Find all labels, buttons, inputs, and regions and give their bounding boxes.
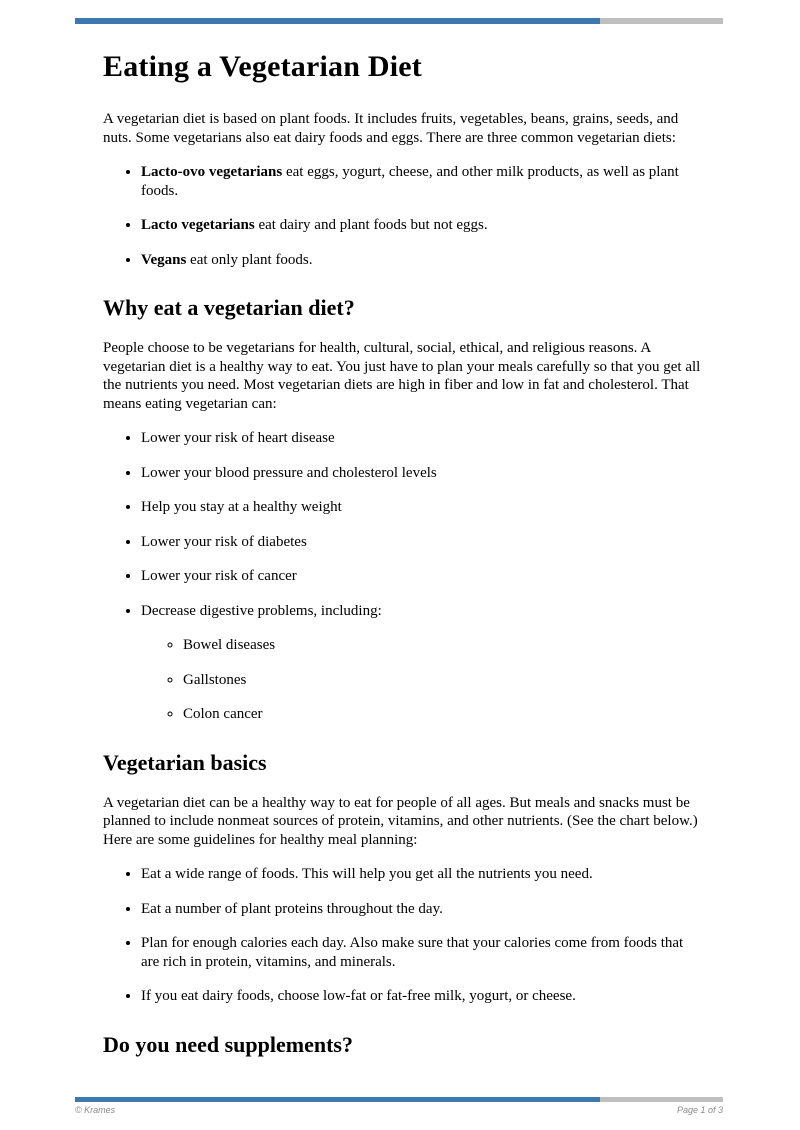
intro-paragraph: A vegetarian diet is based on plant foods. It includes fruits, vegetables, beans, grains, seeds, and nuts. Some vegetarians also eat dairy foods and eggs. There are three common vegetarian diets:	[103, 111, 679, 146]
basics-paragraph: A vegetarian diet can be a healthy way to eat for people of all ages. But meals and snacks must be planned to include nonmeat sources of protein, vitamins, and other nutrients. (See the chart below.) Here are some guidelines for healthy meal planning:	[103, 794, 698, 848]
section-heading-why: Why eat a vegetarian diet?	[103, 295, 355, 320]
digestive-sub-item: ◦ Bowel diseases	[183, 636, 705, 655]
list-item-vegan	[141, 251, 705, 270]
section-heading-supplements: Do you need supplements?	[103, 1031, 353, 1057]
diet-description: eat eggs, yogurt, cheese, and other milk products, as well as plant foods.	[141, 164, 679, 199]
guideline-item: • Plan for enough calories each day. Also make sure that your calories come from foods that are rich in protein, vitamins, and minerals.	[141, 934, 705, 971]
diet-description: eat dairy and plant foods but not eggs.	[254, 217, 488, 233]
page-footer	[75, 1105, 723, 1116]
guideline-item: • Eat a wide range of foods. This will help you get all the nutrients you need.	[141, 865, 705, 884]
list-item-lacto	[141, 216, 705, 235]
benefits-list	[103, 429, 705, 724]
page-title: Eating a Vegetarian Diet	[103, 50, 422, 83]
footer-page-number: Page 1 of 3	[676, 1105, 723, 1115]
guideline-item: • Eat a number of plant proteins throughout the day.	[141, 900, 705, 919]
diet-description: eat only plant foods.	[186, 251, 313, 268]
diet-term: Lacto-ovo vegetarians	[141, 164, 283, 180]
footer-accent-bar-gray-segment	[600, 1097, 723, 1102]
footer-copyright: © Krames	[75, 1105, 116, 1115]
digestive-sub-item: ◦ Gallstones	[183, 671, 705, 690]
guidelines-list	[103, 865, 705, 1006]
benefit-item: • Help you stay at a healthy weight	[141, 498, 705, 517]
benefit-item: • Lower your blood pressure and cholesterol levels	[141, 464, 705, 483]
list-item-lacto-ovo	[141, 163, 705, 200]
why-paragraph: People choose to be vegetarians for health, cultural, social, ethical, and religious reasons. A vegetarian diet is a healthy way to eat. You just have to plan your meals carefully so that you get all the nutrients you need. Most vegetarian diets are high in fiber and low in fat and cholesterol. That means eating vegetarian can:	[103, 340, 701, 412]
footer-accent-bar-blue-segment	[75, 1097, 600, 1102]
footer-accent-bar	[75, 1097, 723, 1102]
diet-term: Lacto vegetarians	[141, 217, 255, 233]
section-heading-basics: Vegetarian basics	[103, 749, 267, 775]
digestive-sub-item: ◦ Colon cancer	[183, 705, 705, 724]
benefit-item: • Lower your risk of diabetes	[141, 533, 705, 552]
benefit-text: Decrease digestive problems, including:	[141, 602, 382, 619]
digestive-problems-sublist	[141, 636, 705, 724]
benefit-item-digestive	[141, 602, 705, 724]
document-body	[103, 0, 705, 1076]
diet-types-list	[103, 163, 705, 269]
benefit-item: • Lower your risk of heart disease	[141, 429, 705, 448]
guideline-item: • If you eat dairy foods, choose low-fat or fat-free milk, yogurt, or cheese.	[141, 987, 705, 1006]
diet-term: Vegans	[141, 251, 187, 268]
benefit-item: • Lower your risk of cancer	[141, 567, 705, 586]
